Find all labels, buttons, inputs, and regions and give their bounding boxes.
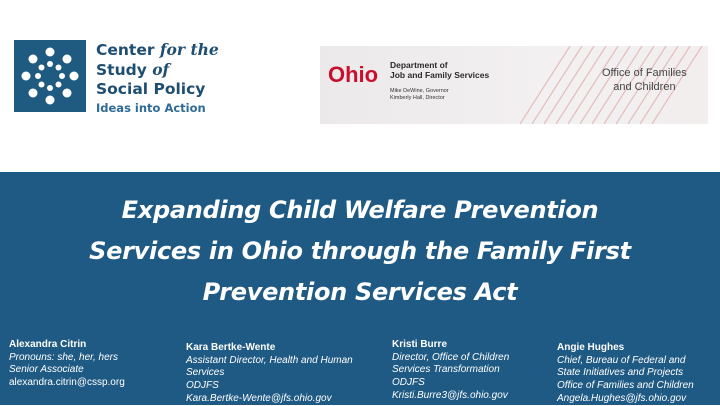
presenter-agency: ODJFS	[392, 377, 425, 389]
ohio-wordmark: Ohio	[328, 62, 379, 87]
odjfs-department-name: Department of Job and Family Services	[390, 60, 490, 80]
cssp-wordmark	[96, 40, 219, 116]
slide-title: Expanding Child Welfare Prevention Services in Ohio through the Family First Prevention Services Act	[89, 196, 631, 306]
presenter-role: Assistant Director, Health and Human	[186, 354, 353, 366]
cssp-line-1: Center for the	[96, 40, 219, 59]
cssp-logo-icon	[14, 40, 86, 112]
header-area	[0, 0, 720, 172]
cssp-line-3: Social Policy	[96, 80, 206, 98]
cssp-tagline: Ideas into Action	[96, 101, 206, 115]
presenter-role: Senior Associate	[9, 364, 84, 376]
presenter-kara-bertke-wente	[186, 342, 353, 406]
presenter-kristi-burre	[392, 339, 509, 403]
presenter-alexandra-citrin	[9, 339, 125, 390]
presenter-email: Kara.Bertke-Wente@jfs.ohio.gov	[186, 392, 332, 404]
presenter-pronouns: Pronouns: she, her, hers	[9, 351, 118, 363]
presenter-name: Kara Bertke-Wente	[186, 342, 276, 353]
odjfs-officials: Mike DeWine, Governor Kimberly Hall, Director	[390, 88, 449, 101]
presenter-agency: ODJFS	[186, 380, 219, 392]
presenter-email: Angela.Hughes@jfs.ohio.gov	[557, 392, 687, 404]
presenter-email: Kristi.Burre3@jfs.ohio.gov	[392, 389, 508, 401]
presenter-office: Office of Families and Children	[557, 380, 694, 392]
presenter-angie-hughes	[557, 342, 694, 406]
presenter-name: Kristi Burre	[392, 339, 448, 350]
office-families-children: Office of Families and Children	[602, 67, 687, 93]
presenter-name: Angie Hughes	[557, 342, 625, 353]
cssp-line-2: Study of	[96, 60, 170, 79]
presenter-role: Director, Office of Children	[392, 351, 510, 363]
presenter-name: Alexandra Citrin	[9, 339, 87, 350]
presenter-role-cont: State Initiatives and Projects	[557, 367, 684, 379]
presenter-role-cont: Services Transformation	[392, 364, 500, 376]
presenter-role-cont: Services	[186, 367, 225, 379]
odjfs-logo-banner	[320, 46, 708, 124]
presenter-email: alexandra.citrin@cssp.org	[9, 377, 125, 389]
presenter-role: Chief, Bureau of Federal and	[557, 354, 686, 366]
